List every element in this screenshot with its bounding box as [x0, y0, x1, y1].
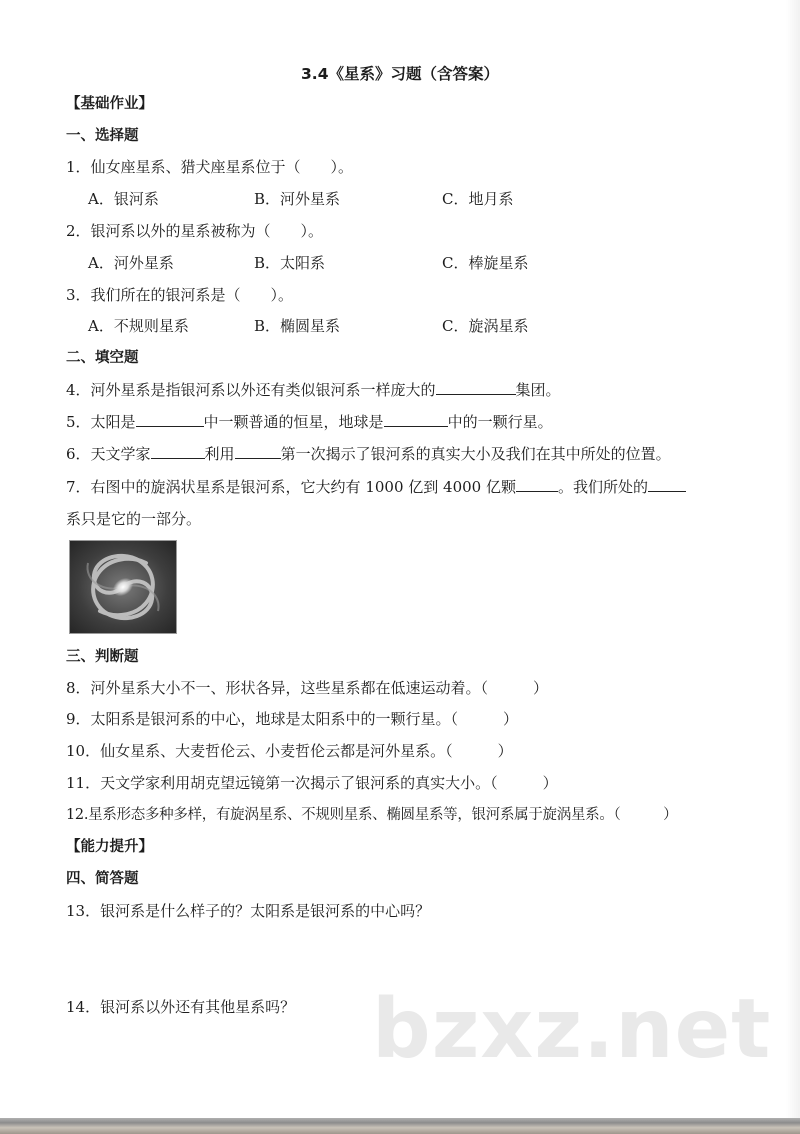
section-multiple-choice: 一、选择题	[66, 128, 139, 144]
q7-text-1: 7．右图中的旋涡状星系是银河系，它大约有 1000 亿到 4000 亿颗	[66, 478, 516, 496]
q5-text-2: 中一颗普通的恒星，地球是	[203, 413, 384, 431]
question-8: 8．河外星系大小不一、形状各异，这些星系都在低速运动着。（ ）	[66, 679, 549, 697]
question-10: 10．仙女星系、大麦哲伦云、小麦哲伦云都是河外星系。（ ）	[66, 742, 513, 760]
q6-text-2: 利用	[204, 445, 235, 463]
q6-blank-1[interactable]	[151, 444, 205, 459]
section-ability: 【能力提升】	[66, 839, 153, 855]
q6-blank-2[interactable]	[235, 444, 281, 459]
q4-text-1: 4．河外星系是指银河系以外还有类似银河系一样庞大的	[66, 381, 436, 399]
question-2: 2．银河系以外的星系被称为（ ）。	[66, 222, 324, 240]
q5-blank-1[interactable]	[136, 412, 204, 427]
q7-text-2: 。我们所处的	[557, 478, 648, 496]
q4-text-2: 集团。	[515, 381, 561, 399]
section-true-false: 三、判断题	[66, 649, 139, 665]
section-basic: 【基础作业】	[66, 96, 153, 112]
question-9: 9．太阳系是银河系的中心，地球是太阳系中的一颗行星。（ ）	[66, 710, 519, 728]
question-1: 1．仙女座星系、猎犬座星系位于（ ）。	[66, 158, 354, 176]
q5-blank-2[interactable]	[384, 412, 448, 427]
section-fill-in: 二、填空题	[66, 350, 139, 366]
question-4	[66, 380, 561, 400]
q6-text-3: 第一次揭示了银河系的真实大小及我们在其中所处的位置。	[280, 445, 671, 463]
q1-option-b: B．河外星系	[254, 190, 341, 208]
question-7	[66, 477, 686, 497]
question-3: 3．我们所在的银河系是（ ）。	[66, 286, 294, 304]
q3-option-b: B．椭圆星系	[254, 317, 341, 335]
q3-option-c: C．旋涡星系	[442, 317, 529, 335]
q5-text-3: 中的一颗行星。	[447, 413, 553, 431]
question-11: 11．天文学家利用胡克望远镜第一次揭示了银河系的真实大小。（ ）	[66, 774, 558, 792]
q1-option-a: A．银河系	[88, 190, 159, 208]
q7-blank-1[interactable]	[516, 477, 558, 492]
q3-option-a: A．不规则星系	[88, 317, 189, 335]
q2-option-a: A．河外星系	[88, 254, 174, 272]
q1-option-c: C．地月系	[442, 190, 514, 208]
milky-way-galaxy-image	[69, 540, 177, 634]
q6-text-1: 6．天文学家	[66, 445, 151, 463]
bottom-scroll-strip	[0, 1118, 800, 1134]
question-6	[66, 444, 671, 464]
question-12: 12.星系形态多种多样，有旋涡星系、不规则星系、椭圆星系等，银河系属于旋涡星系。（ ）	[66, 807, 678, 823]
q4-blank[interactable]	[436, 380, 516, 395]
section-short-answer: 四、简答题	[66, 871, 139, 887]
question-14: 14．银河系以外还有其他星系吗？	[66, 998, 296, 1016]
q5-text-1: 5．太阳是	[66, 413, 136, 431]
q2-option-b: B．太阳系	[254, 254, 326, 272]
q7-blank-2[interactable]	[648, 477, 686, 492]
page-title: 3.4《星系》习题（含答案）	[301, 65, 499, 83]
page-edge	[786, 0, 800, 1118]
question-7-continued: 系只是它的一部分。	[66, 510, 202, 528]
question-5	[66, 412, 553, 432]
q2-option-c: C．棒旋星系	[442, 254, 529, 272]
watermark: bzxz.net	[372, 982, 772, 1077]
question-13: 13．银河系是什么样子的？太阳系是银河系的中心吗？	[66, 902, 431, 920]
